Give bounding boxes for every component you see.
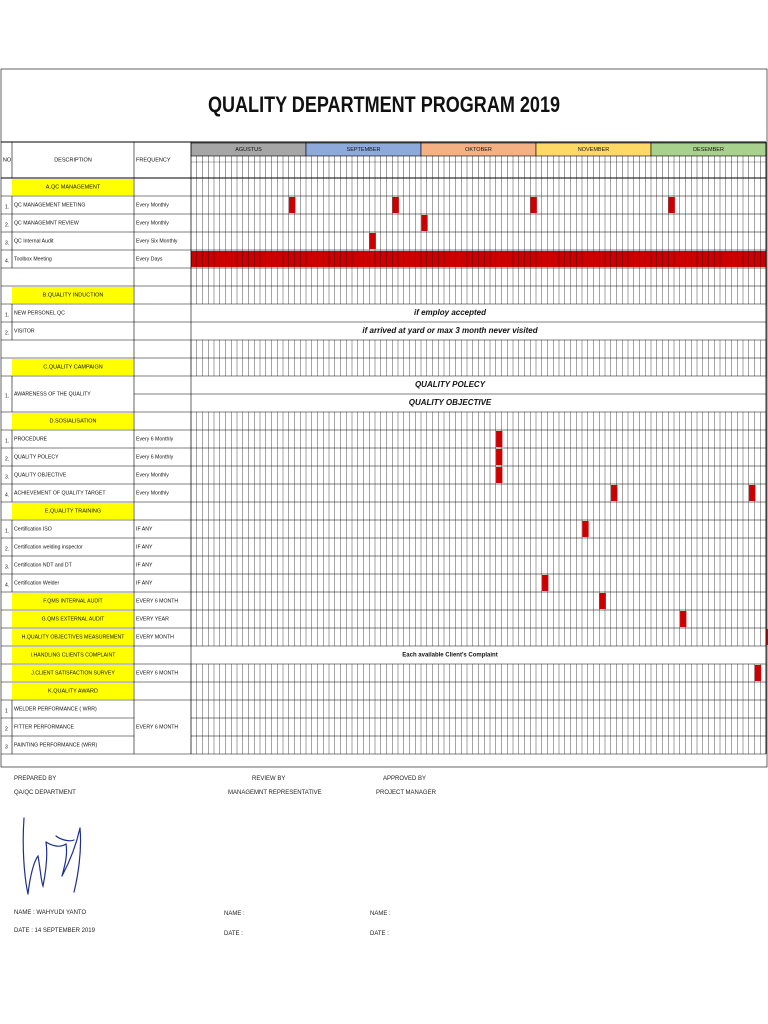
- schedule-mark: [542, 575, 548, 591]
- header-no: NO: [2, 157, 12, 164]
- schedule-mark: [669, 197, 675, 213]
- month-label: SEPTEMBER: [346, 146, 381, 153]
- schedule-mark: [749, 485, 755, 501]
- row-note: if employ accepted: [413, 308, 487, 318]
- row-note: if arrived at yard or max 3 month never visited: [362, 326, 538, 336]
- signature-mark: [16, 806, 96, 896]
- schedule-mark: [421, 215, 427, 231]
- schedule-mark: [496, 467, 502, 483]
- row-description: NEW PERSONEL QC: [14, 310, 65, 317]
- row-frequency: Every 6 Monthly: [136, 454, 174, 461]
- prepared-by-label: PREPARED BY: [14, 776, 57, 782]
- row-number: 2.: [5, 546, 10, 553]
- row-frequency: Every Monthly: [136, 202, 169, 209]
- schedule-mark: [496, 449, 502, 465]
- row-number: 1.: [5, 438, 10, 445]
- review-dept: MANAGEMNT REPRESENTATIVE: [228, 790, 322, 796]
- schedule-mark: [755, 665, 761, 681]
- schedule-mark: [370, 233, 376, 249]
- row-number: 1.: [5, 528, 10, 535]
- schedule-mark: [582, 521, 588, 537]
- row-description: PAINTING PERFORMANCE (WRR): [14, 742, 98, 749]
- row-description: AWARENESS OF THE QUALITY: [14, 391, 91, 398]
- row-frequency: Every 6 Monthly: [136, 436, 174, 443]
- row-description: Toolbox Meeting: [14, 256, 52, 263]
- section-label: A.QC MANAGEMENT: [45, 184, 101, 191]
- row-frequency: EVERY 6 MONTH: [136, 724, 179, 731]
- row-number: 4.: [5, 258, 10, 265]
- schedule-mark: [289, 197, 295, 213]
- schedule-mark: [680, 611, 686, 627]
- row-number: 2.: [5, 222, 10, 229]
- campaign-note: QUALITY POLECY: [414, 380, 486, 390]
- row-frequency: EVERY MONTH: [136, 634, 174, 641]
- row-frequency: IF ANY: [136, 562, 153, 569]
- review-by-label: REVIEW BY: [252, 776, 286, 782]
- program-sheet: [0, 68, 768, 768]
- review-date: DATE :: [224, 931, 243, 937]
- row-description: Certification welding inspector: [14, 544, 83, 551]
- schedule-mark: [393, 197, 399, 213]
- month-label: NOVEMBER: [577, 146, 610, 153]
- review-name: NAME :: [224, 911, 245, 917]
- row-description: QC Internal Audit: [14, 238, 54, 245]
- section-label: G.QMS EXTERNAL AUDIT: [41, 616, 105, 623]
- row-frequency: IF ANY: [136, 544, 153, 551]
- row-description: QC MANAGEMNT REVIEW: [14, 220, 79, 227]
- row-frequency: Every Monthly: [136, 490, 169, 497]
- row-description: Certification ISO: [14, 526, 52, 533]
- row-number: 1.: [5, 204, 10, 211]
- schedule-table: [0, 68, 768, 768]
- row-description: VISITOR: [14, 328, 35, 335]
- prepared-dept: QA/QC DEPARTMENT: [14, 790, 76, 796]
- row-number: 3.: [5, 474, 10, 481]
- row-description: PROCEDURE: [14, 436, 48, 443]
- section-label: D.SOSIALISATION: [49, 418, 97, 425]
- header-frequency: FREQUENCY: [136, 157, 171, 164]
- row-frequency: EVERY YEAR: [136, 616, 169, 623]
- header-description: DESCRIPTION: [54, 157, 92, 164]
- section-label: F.QMS INTERNAL AUDIT: [43, 598, 103, 605]
- row-description: Certification Welder: [14, 580, 60, 587]
- prepared-date: DATE : 14 SEPTEMBER 2019: [14, 928, 95, 934]
- row-description: QC MANAGEMENT MEETING: [14, 202, 86, 209]
- page-title: QUALITY DEPARTMENT PROGRAM 2019: [207, 93, 561, 118]
- row-frequency: IF ANY: [136, 580, 153, 587]
- row-note: Each available Client's Complaint: [402, 652, 498, 659]
- row-frequency: Every Monthly: [136, 472, 169, 479]
- row-frequency: EVERY 6 MONTH: [136, 670, 179, 677]
- section-label: B.QUALITY INDUCTION: [42, 292, 104, 299]
- schedule-mark: [600, 593, 606, 609]
- section-label: K.QUALITY AWARD: [48, 688, 98, 695]
- month-label: DESEMBER: [693, 146, 724, 153]
- row-frequency: Every Six Monthly: [136, 238, 178, 245]
- row-frequency: EVERY 6 MONTH: [136, 598, 179, 605]
- section-label: H.QUALITY OBJECTIVES MEASUREMENT: [21, 634, 125, 641]
- prepared-name: NAME : WAHYUDI YANTO: [14, 910, 87, 916]
- row-number: 2: [5, 726, 8, 733]
- row-frequency: Every Days: [136, 256, 163, 263]
- schedule-mark: [531, 197, 537, 213]
- approved-dept: PROJECT MANAGER: [376, 790, 436, 796]
- month-label: AGUSTUS: [235, 146, 262, 153]
- row-frequency: IF ANY: [136, 526, 153, 533]
- approved-by-label: APPROVED BY: [383, 776, 427, 782]
- row-number: 1.: [5, 312, 10, 319]
- approved-date: DATE :: [370, 931, 389, 937]
- approved-name: NAME :: [370, 911, 391, 917]
- row-description: ACHIEVEMENT OF QUALITY TARGET: [14, 490, 106, 497]
- row-description: Certification NDT and DT: [14, 562, 72, 569]
- row-description: QUALITY OBJECTIVE: [14, 472, 67, 479]
- section-label: C.QUALITY CAMPAIGN: [43, 364, 103, 371]
- row-number: 3.: [5, 564, 10, 571]
- row-number: 2.: [5, 330, 10, 337]
- section-label: J.CLIENT SATISFACTION SURVEY: [31, 670, 115, 677]
- row-number: 3: [5, 744, 8, 751]
- schedule-mark: [611, 485, 617, 501]
- row-number: 3.: [5, 240, 10, 247]
- month-label: OKTOBER: [465, 146, 492, 153]
- row-number: 2.: [5, 456, 10, 463]
- section-label: I.HANDLING CLIENTS COMPLAINT: [30, 652, 116, 659]
- campaign-note: QUALITY OBJECTIVE: [408, 398, 492, 408]
- row-frequency: Every Monthly: [136, 220, 169, 227]
- row-description: WELDER PERFORMANCE ( WRR): [14, 706, 97, 713]
- row-number: 1.: [5, 393, 10, 400]
- row-description: QUALITY POLECY: [14, 454, 59, 461]
- row-description: FITTER PERFORMANCE: [14, 724, 74, 731]
- section-label: E.QUALITY TRAINING: [44, 508, 102, 515]
- row-number: 4.: [5, 582, 10, 589]
- schedule-mark: [496, 431, 502, 447]
- row-number: 1: [5, 708, 8, 715]
- row-number: 4.: [5, 492, 10, 499]
